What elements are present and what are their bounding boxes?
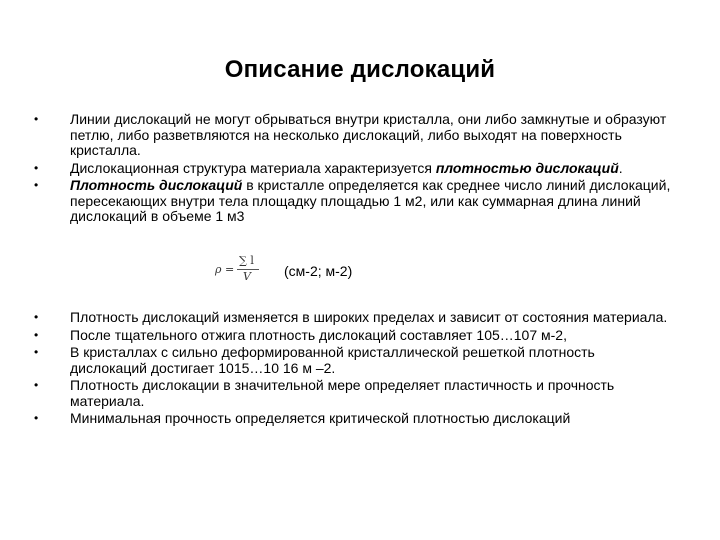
emphasized-term: Плотность дислокаций <box>70 177 243 193</box>
bullet-item-3 <box>34 178 674 225</box>
bullet-text: Дислокационная структура материала характеризуется <box>70 159 436 176</box>
bullet-text-end: . <box>618 159 623 176</box>
slide-title: Описание дислокаций <box>224 56 496 83</box>
bullet-list-top <box>34 112 674 227</box>
bullet-dot: • <box>34 310 39 324</box>
bullet-dot: • <box>34 378 39 392</box>
bullet-dot: • <box>34 411 39 425</box>
bullet-list-bottom <box>34 310 674 429</box>
bullet-item-2 <box>34 161 674 177</box>
formula-denominator: V <box>243 270 251 283</box>
emphasized-term: плотностью дислокаций <box>435 159 619 176</box>
formula-numerator: ∑ l <box>239 254 254 267</box>
bullet-item-4 <box>34 310 674 326</box>
bullet-dot: • <box>34 112 39 126</box>
bullet-item-6 <box>34 345 674 376</box>
bullet-item-8 <box>34 411 674 427</box>
bullet-text: В кристаллах с сильно деформированной кристаллической решеткой плотность дислокаций достигает 1015…10 16 м –2. <box>70 344 595 376</box>
bullet-item-5 <box>34 328 674 344</box>
bullet-dot: • <box>34 178 39 192</box>
bullet-dot: • <box>34 327 39 342</box>
bullet-dot: • <box>34 160 39 175</box>
bullet-text: Плотность дислокаций изменяется в широких пределах и зависит от состояния материала. <box>70 309 668 325</box>
bullet-text: Плотность дислокации в значительной мере определяет пластичность и прочность материала. <box>70 377 615 409</box>
bullet-item-1 <box>34 112 674 159</box>
density-formula <box>215 254 295 284</box>
bullet-text: Минимальная прочность определяется критической плотностью дислокаций <box>70 410 571 426</box>
formula-units: (см-2; м-2) <box>284 263 353 279</box>
formula-rho: ρ <box>215 263 222 276</box>
bullet-item-7 <box>34 378 674 409</box>
bullet-text: Линии дислокаций не могут обрываться внутри кристалла, они либо замкнутые и образуют петлю, либо разветвляются на несколько дислокаций, либо выходят на поверхность кристалла. <box>70 111 667 158</box>
bullet-dot: • <box>34 345 39 359</box>
bullet-text: в кристалле определяется как среднее число линий дислокаций, пересекающих внутри тела площадку площадью 1 м2, или как суммарная длина линий дислокаций в объеме 1 м3 <box>70 177 671 224</box>
bullet-text: После тщательного отжига плотность дислокаций составляет 105…107 м-2, <box>70 326 567 343</box>
formula-equals: = <box>225 263 235 276</box>
